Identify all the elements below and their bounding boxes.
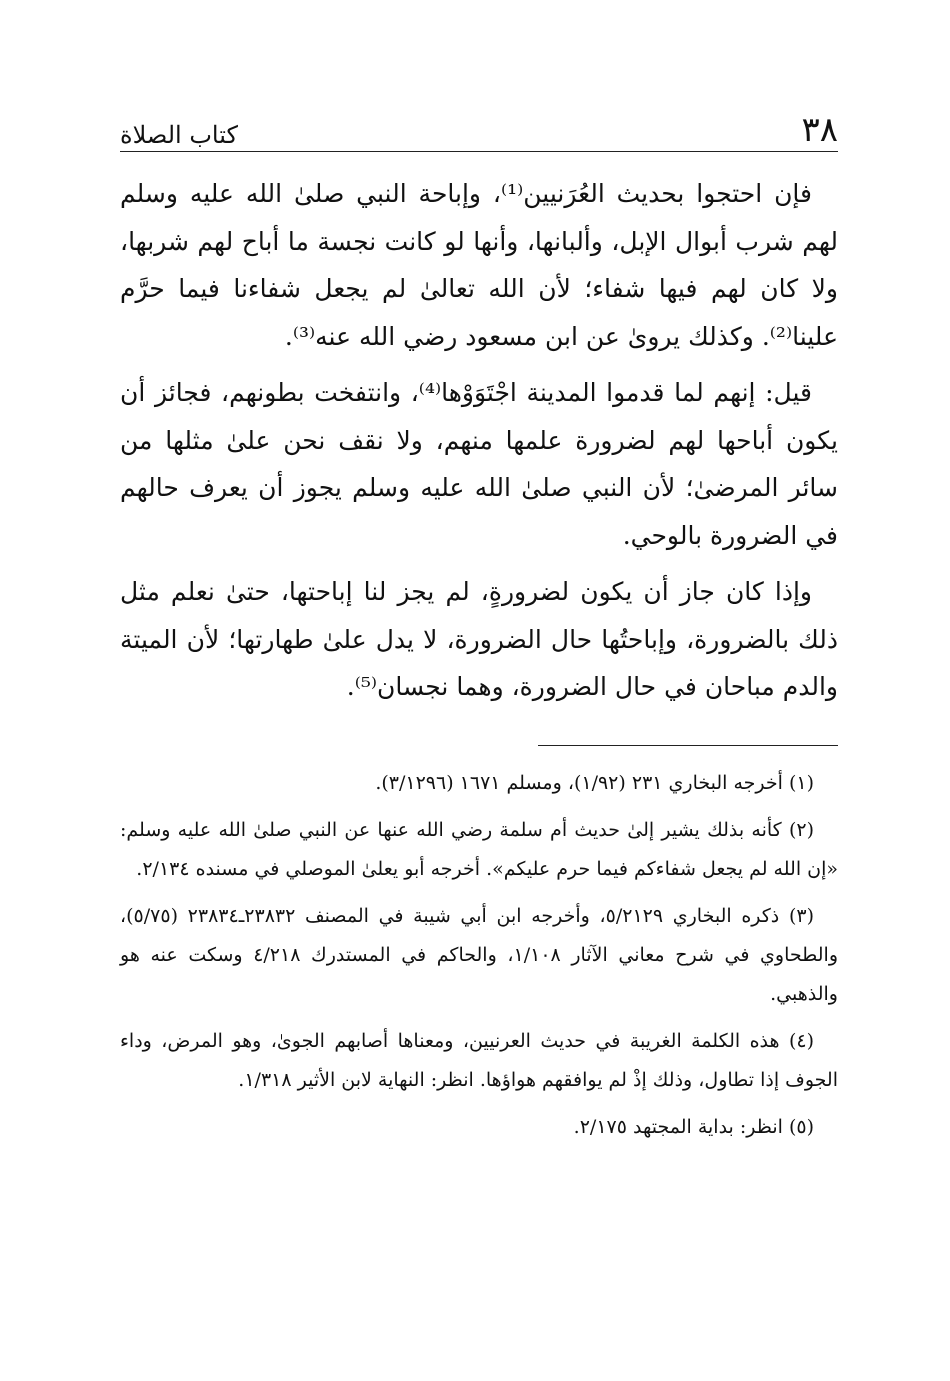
footnotes xyxy=(120,764,838,1147)
footnote-1: (١) أخرجه البخاري ٢٣١ (١/٩٢)، ومسلم ١٦٧١ (٣/١٢٩٦). xyxy=(375,771,814,794)
page-number: ٣٨ xyxy=(801,110,838,150)
footnote-3: (٣) ذكره البخاري ٥/٢١٢٩، وأخرجه ابن أبي شيبة في المصنف ٢٣٨٣٢ـ٢٣٨٣٤ (٥/٧٥)، والطحاوي في شرح معاني الآثار ١/١٠٨، والحاكم في المستدرك ٤/٢١٨ وسكت عنه هو والذهبي. xyxy=(120,904,838,1005)
paragraph-3: وإذا كان جاز أن يكون لضرورةٍ، لم يجز لنا إباحتها، حتىٰ نعلم مثل ذلك بالضرورة، وإباحتُها حال الضرورة، لا يدل علىٰ طهارتها؛ لأن الميتة والدم مباحان في حال الضرورة، وهما نجسان⁽⁵⁾. xyxy=(120,577,838,701)
footnote-2: (٢) كأنه بذلك يشير إلىٰ حديث أم سلمة رضي الله عنها عن النبي صلىٰ الله عليه وسلم: «إن الله لم يجعل شفاءكم فيما حرم عليكم». أخرجه أبو يعلىٰ الموصلي في مسنده ٢/١٣٤. xyxy=(120,818,838,880)
book-page xyxy=(120,95,838,1155)
page-header xyxy=(120,95,838,152)
paragraph-2: قيل: إنهم لما قدموا المدينة اجْتَوَوْها⁽⁴⁾، وانتفخت بطونهم، فجائز أن يكون أباحها لهم لضرورة علمها منهم، ولا نقف نحن علىٰ مثلها من سائر المرضىٰ؛ لأن النبي صلىٰ الله عليه وسلم يجوز أن يعرف حالهم في الضرورة بالوحي. xyxy=(120,378,838,550)
footnote-separator xyxy=(538,745,838,746)
main-text xyxy=(120,170,838,711)
footnote-5: (٥) انظر: بداية المجتهد ٢/١٧٥. xyxy=(573,1115,814,1138)
book-title: كتاب الصلاة xyxy=(120,121,238,149)
footnote-4: (٤) هذه الكلمة الغريبة في حديث العرنيين، ومعناها أصابهم الجوىٰ، وهو المرض، وداء الجوف إذا تطاول، وذلك إذْ لم يوافقهم هواؤها. انظر: النهاية لابن الأثير ١/٣١٨. xyxy=(120,1029,838,1091)
paragraph-1: فإن احتجوا بحديث العُرَنيين⁽¹⁾، وإباحة النبي صلىٰ الله عليه وسلم لهم شرب أبوال الإبل، وألبانها، وأنها لو كانت نجسة ما أباح لهم شربها، ولا كان لهم فيها شفاء؛ لأن الله تعالىٰ لم يجعل شفاءنا فيما حرَّم علينا⁽²⁾. وكذلك يروىٰ عن ابن مسعود رضي الله عنه⁽³⁾. xyxy=(120,179,838,351)
